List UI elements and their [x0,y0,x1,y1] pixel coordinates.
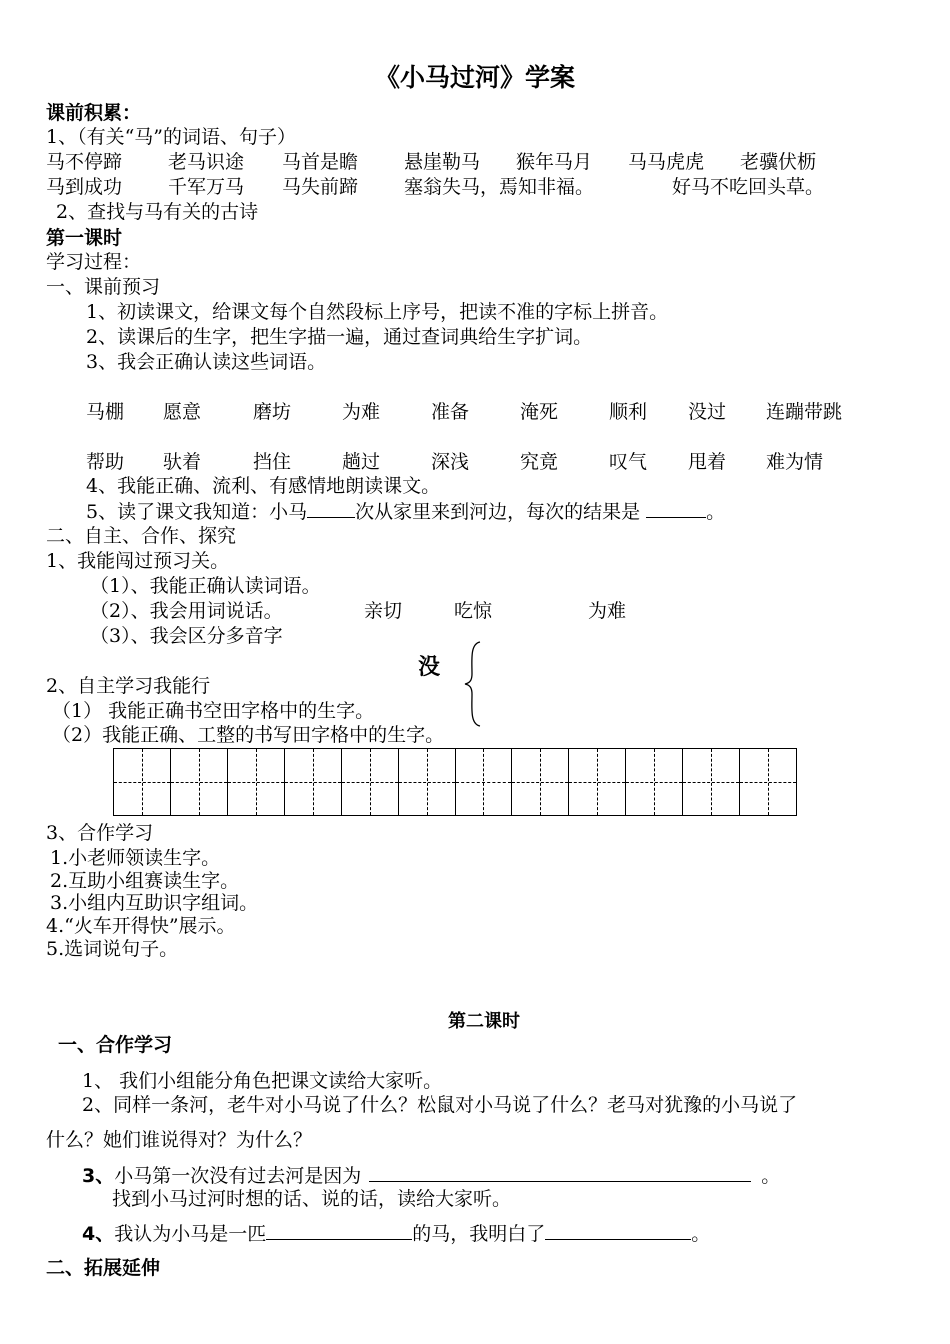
explore-item-1b: （2）、我会用词说话。 [90,600,283,622]
idiom: 马到成功 [46,176,123,198]
preview-item-5-end: 。 [706,501,726,523]
idiom: 千军万马 [168,176,245,198]
lesson2-item-2a: 2、同样一条河，老牛对小马说了什么？松鼠对小马说了什么？老马对犹豫的小马说了 [82,1094,798,1116]
vocab-word: 准备 [431,401,470,423]
brace-icon [462,640,486,728]
grid-cell[interactable] [399,749,456,815]
explore-item-1: 1、我能闯过预习关。 [46,550,230,572]
grid-cell[interactable] [512,749,569,815]
explore-item-1c: （3）、我会区分多音字 [90,625,283,647]
grid-cell[interactable] [683,749,740,815]
vocab-word: 淹死 [520,401,559,423]
coop-item-1: 1.小老师领读生字。 [50,847,221,869]
times-blank[interactable] [307,499,355,518]
grid-cell[interactable] [285,749,342,815]
vocab-word: 深浅 [431,451,470,473]
lesson2-item-3 [82,1163,780,1188]
vocab-word: 连蹦带跳 [766,401,843,423]
explore-item-2b: （2）我能正确、工整的书写田字格中的生字。 [52,724,445,746]
horse-blank[interactable] [266,1221,412,1240]
lesson2-item-3b: 找到小马过河时想的话、说的话，读给大家听。 [112,1188,512,1210]
explore-item-2a: （1） 我能正确书空田字格中的生字。 [52,700,375,722]
phrase-word: 亲切 [364,600,403,622]
idiom: 老骥伏枥 [740,151,817,173]
vocab-word: 难为情 [766,451,824,473]
idiom: 老马识途 [168,151,245,173]
vocab-word: 究竟 [520,451,559,473]
coop-item-4: 4.“火车开得快”展示。 [46,915,236,937]
grid-cell[interactable] [171,749,228,815]
idiom: 马首是瞻 [282,151,359,173]
preview-item-2: 2、读课后的生字，把生字描一遍，通过查词典给生字扩词。 [86,326,593,348]
lesson-blank[interactable] [545,1221,691,1240]
pre-item-1: 1、（有关“马”的词语、句子） [46,126,297,148]
grid-cell[interactable] [228,749,285,815]
lesson2-item-3-end: 。 [761,1165,781,1187]
lesson2-item-4-num: 4、 [82,1223,115,1245]
vocab-word: 为难 [342,401,381,423]
vocab-word: 马棚 [86,401,125,423]
grid-cell[interactable] [626,749,683,815]
explore-item-1a: （1）、我能正确认读词语。 [90,575,321,597]
idiom: 马失前蹄 [282,176,359,198]
vocab-word: 叹气 [609,451,648,473]
preview-item-5-text-a: 5、读了课文我知道：小马 [86,501,308,523]
vocab-word: 磨坊 [253,401,292,423]
pre-item-2: 2、查找与马有关的古诗 [56,201,259,223]
vocab-word: 愿意 [163,401,202,423]
idiom: 马马虎虎 [628,151,705,173]
preview-item-5 [86,499,725,524]
lesson2-item-4-text-a: 我认为小马是一匹 [114,1223,267,1245]
idiom: 马不停蹄 [46,151,123,173]
tianzige-grid[interactable] [113,748,797,816]
idiom: 悬崖勒马 [404,151,481,173]
lesson2-heading: 第二课时 [448,1011,520,1032]
lesson2-item-2b: 什么？她们谁说得对？为什么？ [46,1129,313,1151]
section-preview: 一、课前预习 [46,276,161,298]
explore-item-2: 2、自主学习我能行 [46,675,211,697]
explore-item-3: 3、合作学习 [46,822,154,844]
reason-blank[interactable] [369,1163,751,1182]
vocab-word: 甩着 [688,451,727,473]
grid-cell[interactable] [456,749,513,815]
idiom: 猴年马月 [516,151,593,173]
phrase-word: 吃惊 [454,600,493,622]
coop-item-2: 2.互助小组赛读生字。 [50,870,240,892]
page-title: 《小马过河》学案 [374,63,575,92]
lesson2-item-4-end: 。 [691,1223,711,1245]
preview-item-1: 1、初读课文，给课文每个自然段标上序号，把读不准的字标上拼音。 [86,301,669,323]
preview-item-3: 3、我会正确认读这些词语。 [86,351,327,373]
lesson2-item-3-text: 小马第一次没有过去河是因为 [114,1165,362,1187]
lesson2-item-1: 1、 我们小组能分角色把课文读给大家听。 [82,1070,443,1092]
grid-cell[interactable] [569,749,626,815]
pre-heading: 课前积累： [46,102,142,124]
vocab-word: 没过 [688,401,727,423]
preview-item-4: 4、我能正确、流利、有感情地朗读课文。 [86,475,441,497]
phrase-word: 为难 [588,600,627,622]
idiom: 塞翁失马，焉知非福。 [404,176,595,198]
lesson1-heading: 第一课时 [46,227,123,249]
lesson2-section-1: 一、合作学习 [58,1034,173,1056]
grid-cell[interactable] [342,749,399,815]
coop-item-3: 3.小组内互助识字组词。 [50,892,259,914]
coop-item-5: 5.选词说句子。 [46,938,179,960]
process-label: 学习过程： [46,251,142,273]
result-blank[interactable] [646,499,706,518]
vocab-word: 顺利 [609,401,648,423]
section-explore: 二、自主、合作、探究 [46,525,237,547]
vocab-word: 挡住 [253,451,292,473]
vocab-word: 趟过 [342,451,381,473]
lesson2-item-3-num: 3、 [82,1165,115,1187]
polyphonic-char: 没 [418,655,441,680]
lesson2-item-4-text-b: 的马，我明白了 [412,1223,546,1245]
preview-item-5-text-b: 次从家里来到河边，每次的结果是 [355,501,641,523]
grid-cell[interactable] [740,749,796,815]
lesson2-item-4 [82,1221,710,1246]
vocab-word: 帮助 [86,451,125,473]
lesson2-section-2: 二、拓展延伸 [46,1257,161,1279]
vocab-word: 驮着 [163,451,202,473]
grid-cell[interactable] [114,749,171,815]
idiom: 好马不吃回头草。 [672,176,825,198]
